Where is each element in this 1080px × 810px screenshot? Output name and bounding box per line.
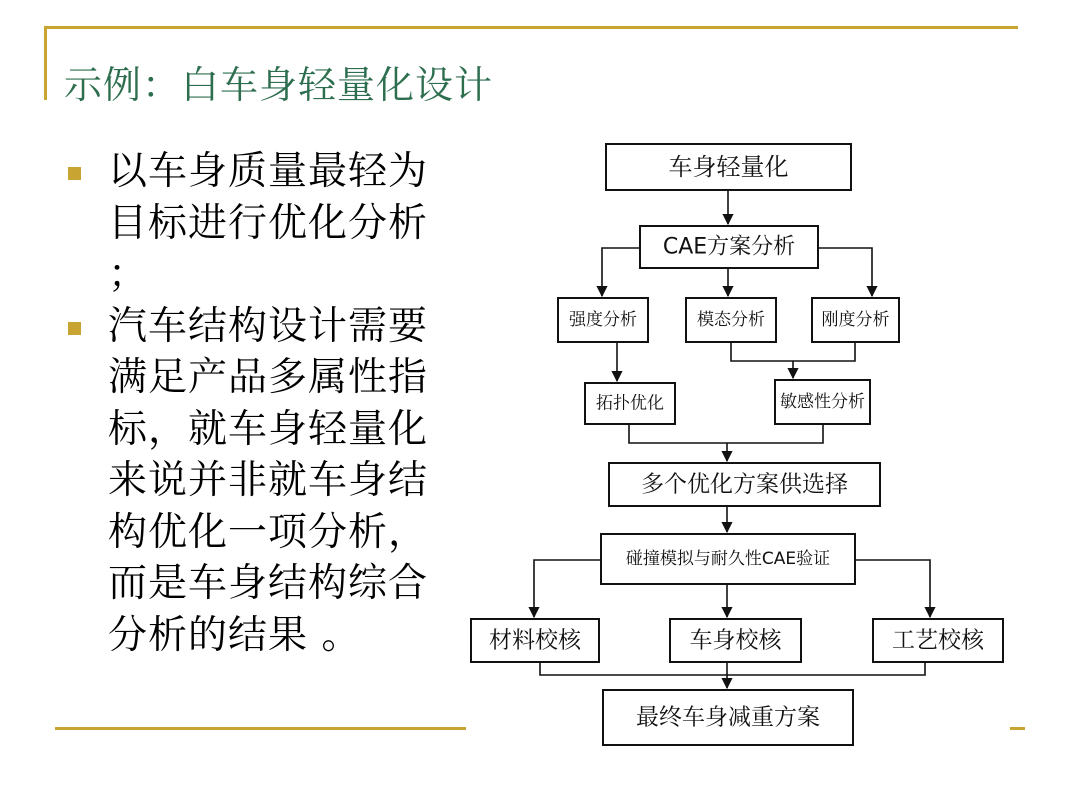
connector bbox=[540, 662, 925, 675]
node-crash-durability bbox=[601, 534, 855, 584]
node-body-check bbox=[670, 619, 801, 662]
bullet-text: 以车身质量最轻为目标进行优化分析 ； bbox=[108, 149, 429, 297]
node-label: 工艺校核 bbox=[892, 627, 984, 654]
node-label: 材料校核 bbox=[489, 627, 581, 654]
connector bbox=[731, 342, 855, 361]
connector bbox=[629, 424, 823, 443]
node-multi-options bbox=[609, 463, 880, 506]
node-label: 模态分析 bbox=[697, 310, 765, 330]
connector bbox=[818, 248, 872, 296]
node-label: 碰撞模拟与耐久性CAE验证 bbox=[625, 549, 831, 569]
node-label: 强度分析 bbox=[569, 310, 637, 330]
node-lightweight bbox=[606, 144, 851, 190]
node-strength bbox=[558, 298, 648, 342]
node-sensitivity bbox=[775, 380, 870, 424]
slide-title: 示例：白车身轻量化设计 bbox=[64, 63, 494, 107]
node-label: 敏感性分析 bbox=[780, 392, 865, 412]
node-stiffness bbox=[812, 298, 899, 342]
node-label: 车身校核 bbox=[689, 627, 782, 654]
node-label: 最终车身减重方案 bbox=[636, 704, 820, 731]
node-label: 刚度分析 bbox=[821, 310, 890, 330]
node-material-check bbox=[471, 619, 599, 662]
node-final-plan bbox=[603, 690, 853, 745]
node-label: 多个优化方案供选择 bbox=[641, 471, 848, 498]
connector bbox=[602, 248, 640, 296]
node-cae-analysis bbox=[640, 226, 818, 268]
node-topology bbox=[585, 383, 675, 424]
node-label: 车身轻量化 bbox=[668, 153, 789, 181]
bullet-text: 汽车结构设计需要满足产品多属性指标，就车身轻量化来说并非就车身结构优化一项分析，而是车身结构综合分析的结果 。 bbox=[108, 303, 429, 658]
connector bbox=[534, 560, 601, 617]
connector bbox=[855, 560, 930, 617]
node-process-check bbox=[873, 619, 1003, 662]
node-label: CAE方案分析 bbox=[662, 234, 796, 260]
node-modal bbox=[686, 298, 776, 342]
node-label: 拓扑优化 bbox=[596, 393, 664, 414]
